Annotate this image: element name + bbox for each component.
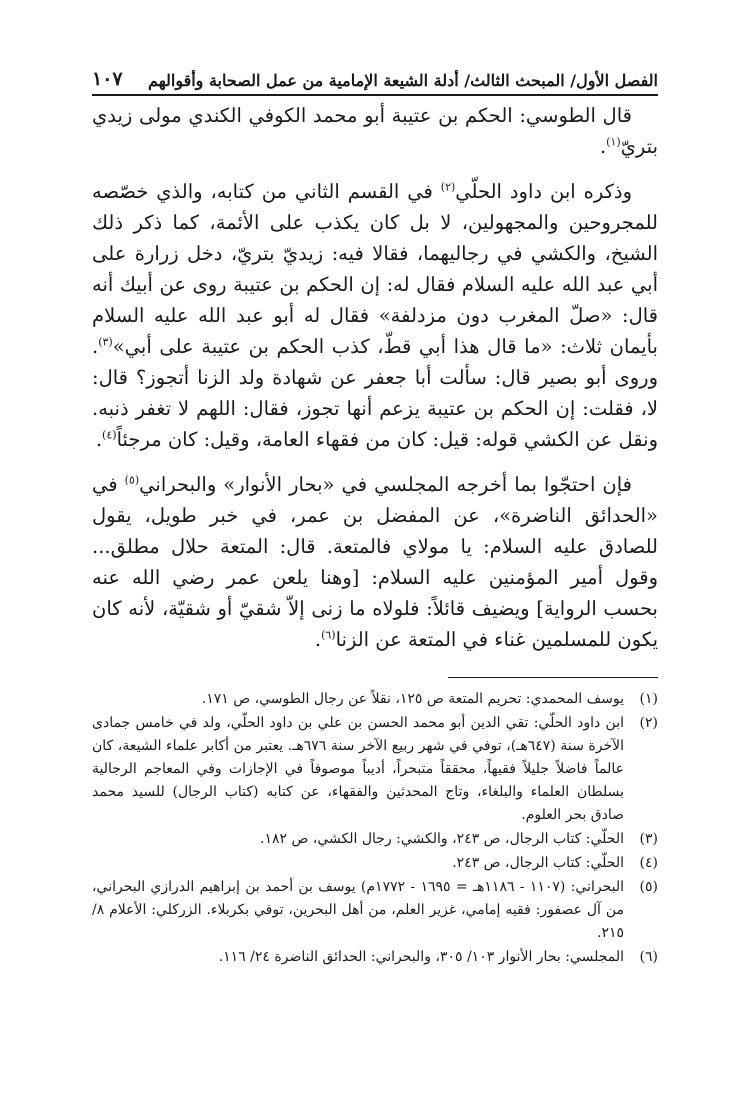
footnote (92, 828, 658, 851)
header-title: الفصل الأول/ المبحث الثالث/ أدلة الشيعة الإمامية من عمل الصحابة وأقوالهم (147, 71, 658, 90)
page-number: ١٠٧ (92, 68, 123, 90)
footnote-number: (٤) (639, 855, 658, 871)
footnote-ref: (٣) (98, 335, 113, 349)
footnote-text: الحلّي: كتاب الرجال، ص ٢٤٣، والكشي: رجال الكشي، ص ١٨٢. (260, 831, 624, 847)
footnote-ref: (٦) (321, 628, 336, 642)
paragraph (92, 469, 658, 655)
footnote (92, 946, 658, 969)
footnote-text: ابن داود الحلّي: تقي الدين أبو محمد الحسن بن علي بن داود الحلّي، ولد في خامس جمادى الآخرة سنة (٦٤٧هـ)، توفي في شهر ربيع الآخر سنة ٦٧٦هـ. يعتبر من أكابر علماء الشيعة، كان عالماً فاضلاً جليلاً فقيهاً، محققاً متبحراً، أديباً موصوفاً في الإجازات وفي المعاجم الرجالية بسلطان العلماء والبلغاء، وتاج المحدثين والفقهاء، عن كتابه (كتاب الرجال) للسيد محمد صادق بحر العلوم. (92, 715, 624, 823)
footnote-number: (٢) (639, 715, 658, 731)
paragraph (92, 100, 658, 162)
paragraph-text: قال الطوسي: الحكم بن عتيبة أبو محمد الكوفي الكندي مولى زيدي بتريّ (92, 104, 658, 158)
footnote-ref: (٢) (440, 180, 456, 194)
footnote-text: المجلسي: بحار الأنوار ١٠٣/ ٣٠٥، والبحراني: الحدائق الناضرة ٢٤/ ١١٦. (218, 949, 624, 965)
footnote (92, 852, 658, 875)
paragraph-text: في «الحدائق الناضرة»، عن المفضل بن عمر، في خبر طويل، يقول للصادق عليه السلام: يا مولاي فالمتعة. قال: المتعة حلال مطلق... وقول أمير المؤمنين عليه السلام: [وهنا يلعن عمر رضي الله عنه بحسب الرواية] ويضيف قائلاً: فلولاه ما زنى إلاّ شقيّ أو شقيّة، لأنه كان يكون للمسلمين غناء في المتعة عن الزنا (92, 473, 658, 651)
footnote-text: البحراني: (١١٠٧ - ١١٨٦هـ = ١٦٩٥ - ١٧٧٢م) يوسف بن أحمد بن إبراهيم الدرازي البحراني، من آل عصفور: فقيه إمامي، غزير العلم، من أهل البحرين، توفي بكربلاء. الزركلي: الأعلام ٨/ ٢١٥. (92, 879, 625, 941)
paragraph-text: . وروى أبو بصير قال: سألت أبا جعفر عن شهادة ولد الزنا أتجوز؟ قال: لا، فقلت: إن الحكم بن عتيبة يزعم أنها تجوز، فقال: اللهم لا تغفر ذنبه. ونقل عن الكشي قوله: قيل: كان من فقهاء العامة، وقيل: كان مرجئاً (92, 335, 658, 451)
main-content (92, 100, 658, 970)
running-header (92, 52, 658, 96)
footnote-number: (١) (639, 691, 658, 707)
footnote-ref: (٥) (124, 473, 140, 487)
footnote (92, 688, 658, 711)
footnote-text: الحلّي: كتاب الرجال، ص ٢٤٣. (452, 855, 624, 871)
footnote-ref: (١) (606, 135, 621, 149)
paragraph-text: وذكره ابن داود الحلّي (455, 180, 632, 203)
footnote-number: (٥) (639, 879, 658, 895)
footnote-ref: (٤) (102, 428, 117, 442)
footnote-number: (٦) (639, 949, 658, 965)
body-text (92, 100, 658, 655)
footnote (92, 712, 658, 827)
footnotes (92, 688, 658, 969)
paragraph (92, 176, 658, 455)
paragraph-text: فإن احتجّوا بما أخرجه المجلسي في «بحار الأنوار» والبحراني (139, 473, 632, 496)
paragraph-text: في القسم الثاني من كتابه، والذي خصّصه للمجروحين والمجهولين، لا بل كان يكذب على الأئمة، كما ذكر ذلك الشيخ، والكشي في رجاليهما، فقالا فيه: زيديّ بتريّ، دخل زرارة على أبي عبد الله عليه السلام فقال له: إن الحكم بن عتيبة روى عن أبيك أنه قال: «صلّ المغرب دون مزدلفة» فقال له أبو عبد الله عليه السلام بأيمان ثلاث: «ما قال هذا أبي قطّ، كذب الحكم بن عتيبة على أبي» (92, 180, 658, 358)
footnote-number: (٣) (639, 831, 658, 847)
paragraph-text: . (599, 135, 607, 158)
footnote-separator (448, 677, 658, 678)
footnote-text: يوسف المحمدي: تحريم المتعة ص ١٢٥، نقلاً عن رجال الطوسي، ص ١٧١. (201, 691, 624, 707)
paragraph-text: . (95, 428, 103, 451)
footnote (92, 876, 658, 945)
paragraph-text: . (314, 628, 322, 651)
